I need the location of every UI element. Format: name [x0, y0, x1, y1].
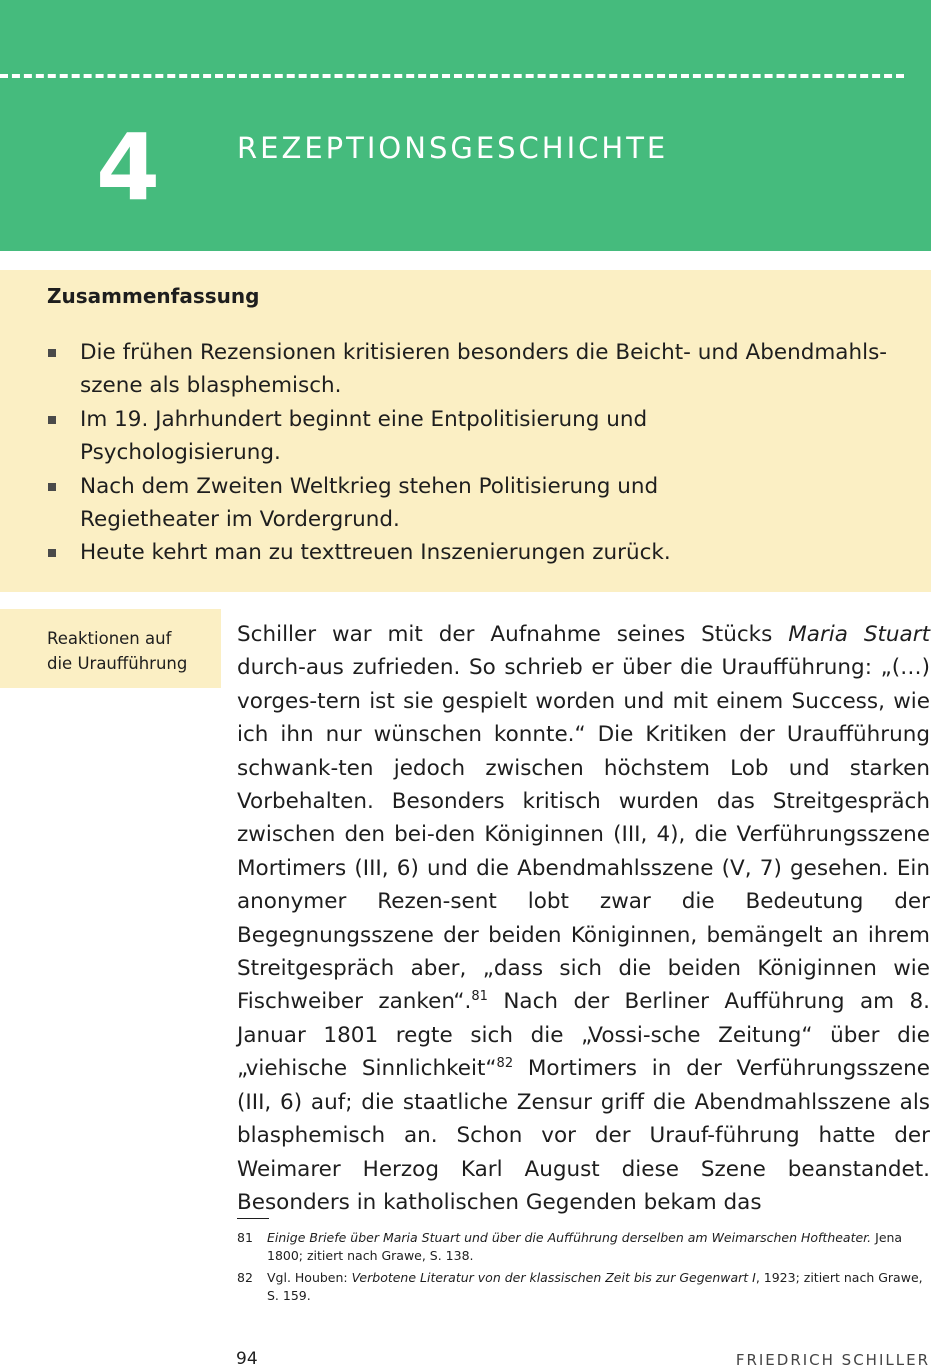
- summary-item: [0, 403, 931, 470]
- summary-item-line: Psychologisierung.: [80, 440, 281, 466]
- chapter-header: [0, 0, 931, 251]
- footnote-text: [267, 1269, 930, 1305]
- square-bullet-icon: [48, 416, 56, 424]
- summary-item: [0, 536, 931, 569]
- chapter-number: 4: [96, 114, 161, 221]
- summary-list: [0, 336, 931, 570]
- footnote-italic: Verbotene Literatur von der klassischen Zeit bis zur Gegenwart I: [351, 1270, 756, 1285]
- footnote-plain-prefix: Vgl. Houben:: [267, 1270, 352, 1285]
- play-title: Maria Stuart: [788, 622, 931, 647]
- footnote: [237, 1269, 930, 1305]
- summary-item-line: Regietheater im Vordergrund.: [80, 507, 400, 533]
- footnote-ref[interactable]: 81: [471, 989, 488, 1005]
- body-paragraph: [237, 618, 930, 1219]
- footnote-text: [267, 1229, 930, 1265]
- footnote-italic: Einige Briefe über Maria Stuart und über die Aufführung derselben am Weimarschen Hoftheater.: [267, 1230, 872, 1245]
- body-text-run: durch-aus zufrieden. So schrieb er über die Uraufführung: „(…) vorges-tern ist sie gespielt worden und mit einem Success, wie ich ihn nur wünschen konnte.“ Die Kritiken der Uraufführung schwank-ten jedoch zwischen höchstem Lob und starken Vorbehalten. Besonders kritisch wurden das Streitgespräch zwischen den bei-den Königinnen (III, 4), die Verführungsszene Mortimers (III, 6) und die Abendmahlsszene (V, 7) gesehen. Ein anonymer Rezen-sent lobt zwar die Bedeutung der Begegnungsszene der beiden Königinnen, bemängelt an ihrem Streitgespräch aber, „dass sich die beiden Königinnen wie Fischweiber zanken“.: [237, 655, 930, 1015]
- page-number: 94: [236, 1349, 258, 1369]
- footnote: [237, 1229, 930, 1265]
- footnote-number: 81: [237, 1230, 253, 1245]
- body-text-run: Mortimers in der Verführungsszene (III, 6) auf; die staatliche Zensur griff die Abendmahlsszene als blasphemisch an. Schon vor der Urauf-führung hatte der Weimarer Herzog Karl August diese Szene beanstandet. Besonders in katholischen Gegenden bekam das: [237, 1056, 930, 1215]
- margin-note-line: Reaktionen auf: [47, 629, 172, 648]
- square-bullet-icon: [48, 549, 56, 557]
- summary-item-line: Nach dem Zweiten Weltkrieg stehen Politisierung und: [80, 473, 659, 499]
- footnote-number: 82: [237, 1270, 253, 1285]
- body-text-run: Schiller war mit der Aufnahme seines Stücks: [237, 622, 789, 647]
- chapter-title: REZEPTIONSGESCHICHTE: [237, 131, 669, 165]
- dashed-divider: [0, 74, 904, 78]
- footnote-plain: Jena 1800; zitiert nach Grawe, S. 138.: [267, 1230, 903, 1263]
- summary-item-line: Im 19. Jahrhundert beginnt eine Entpolitisierung und: [80, 406, 648, 432]
- summary-item: [0, 470, 931, 537]
- footnote-plain: , 1923; zitiert nach Grawe, S. 159.: [267, 1270, 923, 1303]
- summary-heading: Zusammenfassung: [47, 284, 260, 308]
- body-text-run: Nach der Berliner Aufführung am 8. Januar 1801 regte sich die „Vossi-sche Zeitung“ über die „viehische Sinnlichkeit“: [237, 989, 931, 1082]
- footnote-ref[interactable]: 82: [496, 1056, 514, 1072]
- square-bullet-icon: [48, 349, 56, 357]
- summary-item: [0, 336, 931, 403]
- margin-note-line: die Uraufführung: [47, 654, 188, 673]
- summary-item-line: szene als blasphemisch.: [80, 373, 342, 399]
- running-head: FRIEDRICH SCHILLER: [735, 1351, 930, 1369]
- square-bullet-icon: [48, 483, 56, 491]
- margin-note: [47, 626, 217, 676]
- summary-item-line: Heute kehrt man zu texttreuen Inszenierungen zurück.: [80, 540, 671, 566]
- footnote-rule: [237, 1218, 269, 1219]
- summary-item-line: Die frühen Rezensionen kritisieren besonders die Beicht- und Abendmahls-: [80, 340, 888, 365]
